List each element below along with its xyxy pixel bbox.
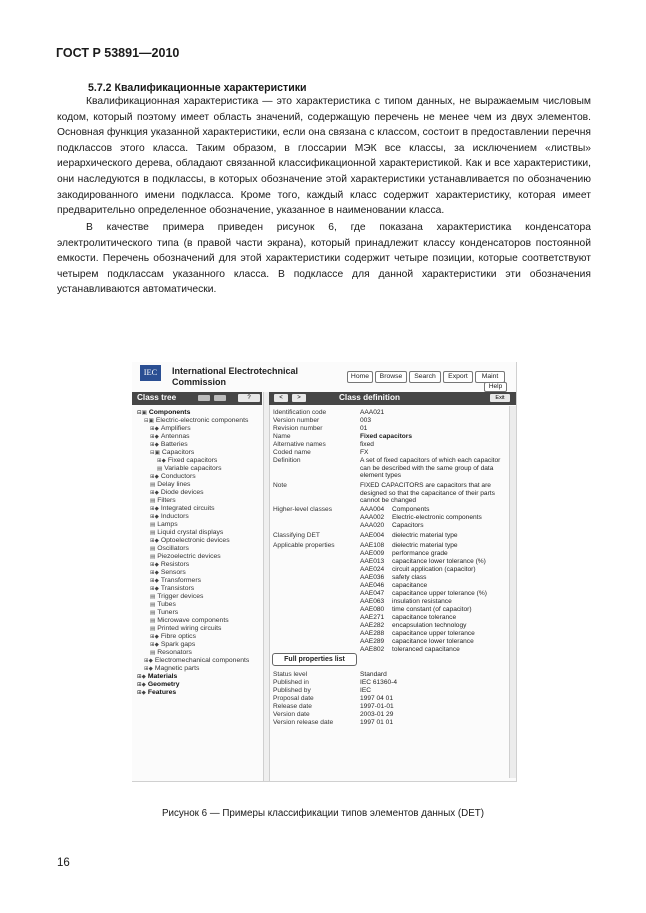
full-properties-button[interactable]: Full properties list xyxy=(272,653,357,666)
tree-item[interactable] xyxy=(150,601,176,609)
leaf-icon: ▤ xyxy=(150,594,156,600)
tree-item[interactable] xyxy=(150,521,178,529)
tree-item-label: Microwave components xyxy=(157,617,229,624)
class-icon: ⊞◆ xyxy=(137,674,146,680)
class-icon: ⊞◆ xyxy=(150,442,159,448)
expand-all-icon[interactable] xyxy=(198,395,210,401)
class-tree-header xyxy=(132,392,262,405)
tree-item[interactable] xyxy=(150,617,229,625)
tree-item[interactable] xyxy=(137,689,176,697)
help-button[interactable]: Help xyxy=(484,382,507,392)
property-name: capacitance upper tolerance (%) xyxy=(392,590,487,597)
class-icon: ⊞◆ xyxy=(150,474,159,480)
document-header: ГОСТ Р 53891—2010 xyxy=(56,46,180,60)
prop-name: Alternative names xyxy=(273,441,326,448)
class-icon: ⊞◆ xyxy=(150,570,159,576)
tree-item[interactable] xyxy=(137,681,180,689)
prop-name: Coded name xyxy=(273,449,311,456)
prop-value: A set of fixed capacitors of which each capacitor can be described with the same group of data element types xyxy=(360,457,501,479)
tree-item-label: Materials xyxy=(147,673,178,680)
tree-item-label: Magnetic parts xyxy=(154,665,200,672)
tree-item-label: Filters xyxy=(157,497,176,504)
org-name-line2: Commission xyxy=(172,376,227,387)
tree-item-label: Optoelectronic devices xyxy=(160,537,230,544)
tree-item-label: Printed wiring circuits xyxy=(157,625,222,632)
superclass-name: Electric-electronic components xyxy=(392,514,482,521)
tree-item[interactable] xyxy=(150,633,196,641)
leaf-icon: ▤ xyxy=(150,546,156,552)
property-name: dielectric material type xyxy=(392,542,458,549)
superclass-code[interactable]: AAA004 xyxy=(360,506,385,513)
tree-item[interactable] xyxy=(150,505,215,513)
class-icon: ⊞◆ xyxy=(150,578,159,584)
tree-item[interactable] xyxy=(157,457,217,465)
class-tree-title: Class tree xyxy=(137,393,177,402)
tree-item-label: Resonators xyxy=(157,649,192,656)
property-name: performance grade xyxy=(392,550,448,557)
definition-scrollbar[interactable] xyxy=(509,406,516,778)
class-definition-title: Class definition xyxy=(339,393,400,402)
prop-value: Fixed capacitors xyxy=(360,433,413,440)
tree-item-label: Resistors xyxy=(160,561,190,568)
leaf-icon: ▤ xyxy=(150,602,156,608)
leaf-icon: ▤ xyxy=(150,554,156,560)
status-prop-value: 1997 04 01 xyxy=(360,695,394,702)
tree-item[interactable] xyxy=(150,473,196,481)
iec-glossary-screenshot xyxy=(132,362,517,782)
prop-name: Definition xyxy=(273,457,301,464)
prop-name: Name xyxy=(273,433,291,440)
tree-item[interactable] xyxy=(150,609,178,617)
tree-item-label: Capacitors xyxy=(161,449,195,456)
page-number: 16 xyxy=(57,857,70,869)
property-name: capacitance xyxy=(392,582,428,589)
leaf-icon: ▤ xyxy=(150,650,156,656)
tree-item-label: Tuners xyxy=(157,609,179,616)
folder-icon: ⊟▣ xyxy=(150,450,160,456)
class-icon: ⊞◆ xyxy=(137,690,146,696)
tree-item[interactable] xyxy=(150,569,186,577)
collapse-all-icon[interactable] xyxy=(214,395,226,401)
tree-item[interactable] xyxy=(150,489,204,497)
property-name: time constant (of capacitor) xyxy=(392,606,472,613)
class-definition-header xyxy=(269,392,516,405)
tree-item-label: Liquid crystal displays xyxy=(157,529,224,536)
tree-item-label: Spark gaps xyxy=(160,641,196,648)
folder-icon: ⊟▣ xyxy=(137,410,147,416)
tree-item[interactable] xyxy=(150,593,203,601)
class-icon: ⊞◆ xyxy=(150,490,159,496)
home-button[interactable]: Home xyxy=(347,371,373,383)
prop-value: FX xyxy=(360,449,369,456)
tree-item[interactable] xyxy=(137,409,190,417)
tree-item[interactable] xyxy=(144,657,249,665)
tree-item[interactable] xyxy=(150,545,189,553)
status-prop-value: Standard xyxy=(360,671,387,678)
property-code[interactable]: AAE271 xyxy=(360,614,385,621)
prop-name: Classifying DET xyxy=(273,532,320,539)
exit-button[interactable]: Exit xyxy=(490,394,510,402)
prop-value: AAA021 xyxy=(360,409,385,416)
class-icon: ⊞◆ xyxy=(150,506,159,512)
property-name: capacitance upper tolerance xyxy=(392,630,475,637)
classifying-det-name: dielectric material type xyxy=(392,532,458,539)
property-code[interactable]: AAE046 xyxy=(360,582,385,589)
leaf-icon: ▤ xyxy=(150,530,156,536)
tree-item[interactable] xyxy=(150,641,195,649)
tree-item[interactable] xyxy=(137,673,177,681)
tree-item[interactable] xyxy=(150,449,194,457)
superclass-name: Components xyxy=(392,506,430,513)
maint-button[interactable]: Maint xyxy=(475,371,505,383)
class-icon: ⊞◆ xyxy=(157,458,166,464)
previous-arrow-button[interactable]: < xyxy=(274,394,288,402)
tree-item-label: Batteries xyxy=(160,441,188,448)
tree-item-label: Electromechanical components xyxy=(154,657,250,664)
tree-item-label: Variable capacitors xyxy=(164,465,222,472)
leaf-icon: ▤ xyxy=(150,618,156,624)
paragraph-1: Квалификационная характеристика — это характеристика с типом данных, не выражаемым числовым кодом, который поэтому имеет область значений, содержащую перечень не менее чем из двух элементов. Основная функция указанной характеристики, если она связана с классом, состоит в предоставлении перечня подклассов этого класса. Таким образом, в глоссарии МЭК все классы, за исключением «листвы» иерархического дерева, обладают связанной классификационной характеристикой. Как и все характеристики, они наследуются в подклассы, в которых обозначение этой характеристики устанавливается по обозначению закодированного имени подкласса. Кроме того, каждый класс содержит характеристику, которая имеет предварительно определенное обозначение, указанное в наименовании класса. xyxy=(57,96,591,217)
property-code[interactable]: AAE009 xyxy=(360,550,385,557)
tree-item-label: Transformers xyxy=(160,577,202,584)
tree-item-label: Delay lines xyxy=(157,481,191,488)
tree-item[interactable] xyxy=(144,417,248,425)
property-code[interactable]: AAE013 xyxy=(360,558,385,565)
property-name: toleranced capacitance xyxy=(392,646,460,653)
leaf-icon: ▤ xyxy=(150,626,156,632)
class-icon: ⊞◆ xyxy=(150,586,159,592)
folder-icon: ⊟▣ xyxy=(144,418,154,424)
tree-item-label: Fibre optics xyxy=(160,633,196,640)
tree-item-label: Sensors xyxy=(160,569,186,576)
prop-name: Note xyxy=(273,482,287,489)
tree-item-label: Electric-electronic components xyxy=(155,417,249,424)
org-name-line1: International Electrotechnical xyxy=(172,366,299,376)
tree-item[interactable] xyxy=(150,481,190,489)
status-prop-value: 2003-01 29 xyxy=(360,711,394,718)
tree-item-label: Oscillators xyxy=(157,545,189,552)
tree-item-label: Components xyxy=(148,409,191,416)
property-code[interactable]: AAE802 xyxy=(360,646,385,653)
class-icon: ⊞◆ xyxy=(150,538,159,544)
leaf-icon: ▤ xyxy=(150,482,156,488)
leaf-icon: ▤ xyxy=(150,522,156,528)
property-code[interactable]: AAE108 xyxy=(360,542,385,549)
tree-item[interactable] xyxy=(150,529,223,537)
export-button[interactable]: Export xyxy=(443,371,473,383)
class-icon: ⊞◆ xyxy=(144,666,153,672)
property-name: capacitance lower tolerance (%) xyxy=(392,558,486,565)
pane-divider[interactable] xyxy=(263,392,270,781)
tree-item[interactable] xyxy=(150,497,176,505)
leaf-icon: ▤ xyxy=(150,610,156,616)
tree-item[interactable] xyxy=(150,649,192,657)
class-icon: ⊞◆ xyxy=(150,562,159,568)
tree-item[interactable] xyxy=(144,665,199,673)
tree-item-label: Antennas xyxy=(160,433,190,440)
status-prop-name: Status level xyxy=(273,671,308,678)
class-icon: ⊞◆ xyxy=(150,426,159,432)
superclass-code[interactable]: AAA002 xyxy=(360,514,385,521)
prop-value: 01 xyxy=(360,425,368,432)
prop-name: Applicable properties xyxy=(273,542,335,549)
status-prop-value: 1997-01-01 xyxy=(360,703,394,710)
figure-caption: Рисунок 6 — Примеры классификации типов элементов данных (DET) xyxy=(161,808,484,819)
tree-item[interactable] xyxy=(150,553,221,561)
status-prop-name: Version release date xyxy=(273,719,334,726)
prop-value: FIXED CAPACITORS are capacitors that are designed so that the capacitance of their parts cannot be changed xyxy=(360,482,495,504)
prop-value: fixed xyxy=(360,441,374,448)
status-prop-value: IEC 61360-4 xyxy=(360,679,398,686)
tree-item[interactable] xyxy=(150,441,188,449)
class-icon: ⊞◆ xyxy=(150,634,159,640)
org-name xyxy=(172,366,322,387)
superclass-code[interactable]: AAA020 xyxy=(360,522,385,529)
property-name: insulation resistance xyxy=(392,598,452,605)
prop-value: 003 xyxy=(360,417,372,424)
tree-item[interactable] xyxy=(150,625,221,633)
leaf-icon: ▤ xyxy=(157,466,163,472)
prop-name: Identification code xyxy=(273,409,327,416)
property-code[interactable]: AAE282 xyxy=(360,622,385,629)
iec-logo: IEC xyxy=(140,365,161,381)
property-name: safety class xyxy=(392,574,427,581)
property-code[interactable]: AAE063 xyxy=(360,598,385,605)
property-name: capacitance tolerance xyxy=(392,614,457,621)
class-icon: ⊞◆ xyxy=(144,658,153,664)
property-code[interactable]: AAE036 xyxy=(360,574,385,581)
property-name: encapsulation technology xyxy=(392,622,467,629)
class-icon: ⊞◆ xyxy=(137,682,146,688)
tree-item[interactable] xyxy=(150,561,189,569)
property-code[interactable]: AAE047 xyxy=(360,590,385,597)
status-prop-name: Published in xyxy=(273,679,309,686)
tree-item[interactable] xyxy=(150,433,190,441)
tree-item-label: Integrated circuits xyxy=(160,505,215,512)
browse-button[interactable]: Browse xyxy=(375,371,407,383)
tree-item[interactable] xyxy=(150,577,201,585)
status-prop-name: Proposal date xyxy=(273,695,314,702)
tree-item-label: Diode devices xyxy=(160,489,204,496)
tree-item[interactable] xyxy=(150,425,191,433)
tree-item[interactable] xyxy=(150,513,189,521)
tree-item[interactable] xyxy=(150,585,194,593)
tree-item-label: Amplifiers xyxy=(160,425,191,432)
leaf-icon: ▤ xyxy=(150,498,156,504)
tree-item[interactable] xyxy=(150,537,230,545)
status-prop-name: Version date xyxy=(273,711,310,718)
property-code[interactable]: AAE024 xyxy=(360,566,385,573)
property-name: circuit application (capacitor) xyxy=(392,566,476,573)
prop-name: Higher-level classes xyxy=(273,506,332,513)
status-prop-value: 1997 01 01 xyxy=(360,719,394,726)
search-button[interactable]: Search xyxy=(409,371,441,383)
next-arrow-button[interactable]: > xyxy=(292,394,306,402)
prop-name: Revision number xyxy=(273,425,323,432)
property-code[interactable]: AAE080 xyxy=(360,606,385,613)
tree-item-label: Geometry xyxy=(147,681,180,688)
class-icon: ⊞◆ xyxy=(150,514,159,520)
superclass-name: Capacitors xyxy=(392,522,424,529)
tree-item-label: Features xyxy=(147,689,177,696)
prop-name: Version number xyxy=(273,417,320,424)
class-icon: ⊞◆ xyxy=(150,434,159,440)
status-prop-name: Release date xyxy=(273,703,312,710)
tree-item-label: Lamps xyxy=(157,521,178,528)
property-code[interactable]: AAE288 xyxy=(360,630,385,637)
tree-item-label: Fixed capacitors xyxy=(167,457,218,464)
tree-item-label: Conductors xyxy=(160,473,196,480)
tree-item-label: Trigger devices xyxy=(157,593,204,600)
tree-item-label: Transistors xyxy=(160,585,195,592)
status-prop-value: IEC xyxy=(360,687,371,694)
tree-item-label: Piezoelectric devices xyxy=(157,553,221,560)
tree-help-button[interactable]: ? xyxy=(238,394,260,402)
tree-item-label: Inductors xyxy=(160,513,189,520)
paragraph-2: В качестве примера приведен рисунок 6, где показана характеристика конденсатора электролитического типа (в правой части экрана), который принадлежит классу конденсаторов постоянной емкости. Перечень обозначений для этой характеристики содержит четыре позиции, которые соответствуют четырем подклассам указанного класса. В подклассе для данной характеристики эти обозначения устанавливаются автоматически. xyxy=(57,222,591,296)
section-heading: 5.7.2 Квалификационные характеристики xyxy=(88,82,307,94)
tree-item-label: Tubes xyxy=(157,601,176,608)
property-name: capacitance lower tolerance xyxy=(392,638,474,645)
tree-item[interactable] xyxy=(157,465,222,473)
class-icon: ⊞◆ xyxy=(150,642,159,648)
classifying-det-code[interactable]: AAE004 xyxy=(360,532,385,539)
property-code[interactable]: AAE289 xyxy=(360,638,385,645)
status-prop-name: Published by xyxy=(273,687,311,694)
